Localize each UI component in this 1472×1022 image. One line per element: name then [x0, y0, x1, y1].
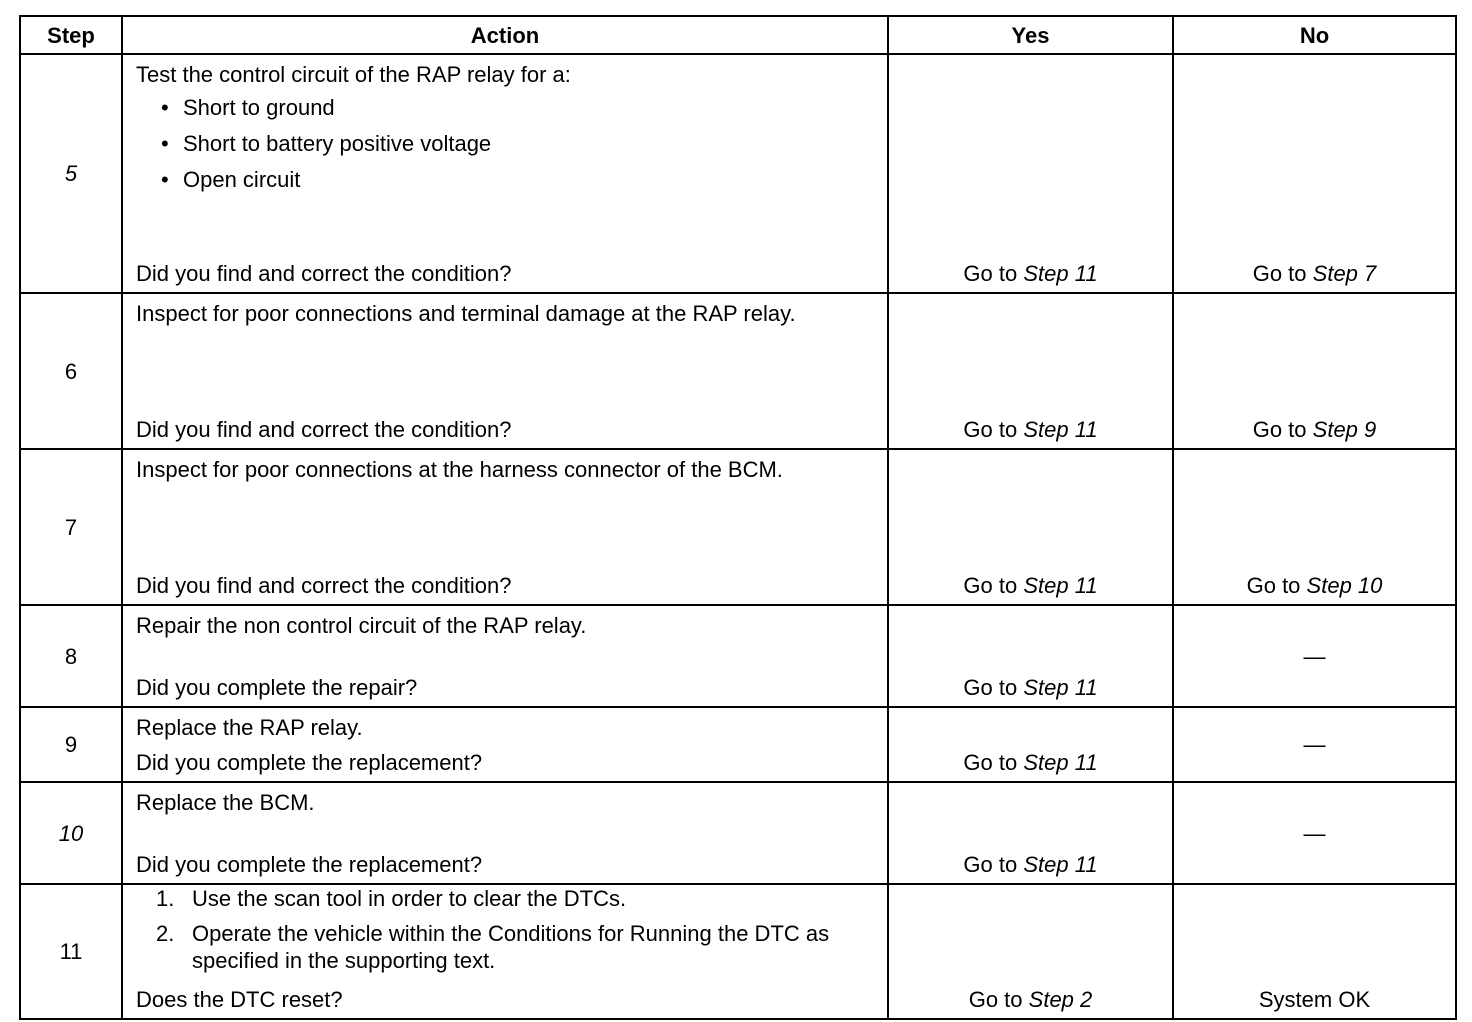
list-item: • Open circuit	[161, 167, 301, 192]
no-cell	[1173, 449, 1456, 605]
no-cell	[1173, 293, 1456, 449]
bullet-icon: •	[161, 167, 169, 192]
step-number: 6	[20, 293, 122, 449]
step-number: 5	[20, 54, 122, 293]
yes-cell	[888, 605, 1173, 707]
action-question: Does the DTC reset?	[136, 987, 343, 1012]
no-cell	[1173, 884, 1456, 1019]
action-text: Repair the non control circuit of the RAP relay.	[136, 613, 587, 638]
no-result: Go to Step 7	[1252, 261, 1377, 286]
header-no: No	[1173, 16, 1456, 54]
action-cell	[122, 293, 888, 449]
table-row	[20, 884, 1456, 1019]
yes-cell	[888, 293, 1173, 449]
step-number: 11	[20, 884, 122, 1019]
action-cell	[122, 707, 888, 782]
yes-cell	[888, 884, 1173, 1019]
action-text: Inspect for poor connections at the harness connector of the BCM.	[136, 457, 783, 482]
list-item: • Short to ground	[161, 95, 335, 120]
table-row	[20, 293, 1456, 449]
list-item: 2. Operate the vehicle within the Conditions for Running the DTC as specified in the supporting text.	[156, 921, 830, 973]
yes-cell	[888, 449, 1173, 605]
yes-result: Go to Step 11	[963, 750, 1098, 775]
bullet-icon: •	[161, 95, 169, 120]
action-question: Did you complete the replacement?	[136, 852, 483, 877]
action-question: Did you complete the replacement?	[136, 750, 483, 775]
no-cell	[1173, 54, 1456, 293]
action-question: Did you complete the repair?	[136, 675, 418, 700]
numbered-list	[136, 885, 877, 982]
header-step: Step	[20, 16, 122, 54]
action-text: Test the control circuit of the RAP relay for a:	[136, 62, 571, 87]
table-row	[20, 449, 1456, 605]
action-question: Did you find and correct the condition?	[136, 573, 512, 598]
action-question: Did you find and correct the condition?	[136, 417, 512, 442]
table-row	[20, 782, 1456, 884]
action-cell	[122, 605, 888, 707]
action-text: Inspect for poor connections and terminal damage at the RAP relay.	[136, 301, 796, 326]
list-item: 1. Use the scan tool in order to clear the DTCs.	[156, 886, 627, 911]
table-row	[20, 707, 1456, 782]
yes-result: Go to Step 2	[968, 987, 1093, 1012]
action-text: Replace the RAP relay.	[136, 715, 363, 740]
diagnostic-table	[19, 15, 1457, 1020]
list-item: • Short to battery positive voltage	[161, 131, 492, 156]
step-number: 10	[20, 782, 122, 884]
step-number: 7	[20, 449, 122, 605]
action-question: Did you find and correct the condition?	[136, 261, 512, 286]
step-number: 8	[20, 605, 122, 707]
bullet-icon: •	[161, 131, 169, 156]
action-text: Replace the BCM.	[136, 790, 315, 815]
no-result: System OK	[1258, 987, 1371, 1012]
no-result: Go to Step 9	[1252, 417, 1377, 442]
yes-result: Go to Step 11	[963, 675, 1098, 700]
step-number: 9	[20, 707, 122, 782]
yes-result: Go to Step 11	[963, 852, 1098, 877]
header-yes: Yes	[888, 16, 1173, 54]
no-cell	[1173, 707, 1456, 782]
no-result: Go to Step 10	[1246, 573, 1383, 598]
header-row	[20, 16, 1456, 54]
yes-cell	[888, 707, 1173, 782]
bullet-list	[136, 94, 877, 202]
no-result: —	[1303, 643, 1326, 669]
action-cell	[122, 449, 888, 605]
no-result: —	[1303, 820, 1326, 846]
no-cell	[1173, 782, 1456, 884]
action-cell	[122, 884, 888, 1019]
table-row	[20, 605, 1456, 707]
action-cell	[122, 782, 888, 884]
yes-cell	[888, 782, 1173, 884]
yes-result: Go to Step 11	[963, 261, 1098, 286]
yes-result: Go to Step 11	[963, 417, 1098, 442]
no-cell	[1173, 605, 1456, 707]
yes-cell	[888, 54, 1173, 293]
header-action: Action	[122, 16, 888, 54]
action-cell	[122, 54, 888, 293]
no-result: —	[1303, 732, 1326, 757]
table-row	[20, 54, 1456, 293]
yes-result: Go to Step 11	[963, 573, 1098, 598]
